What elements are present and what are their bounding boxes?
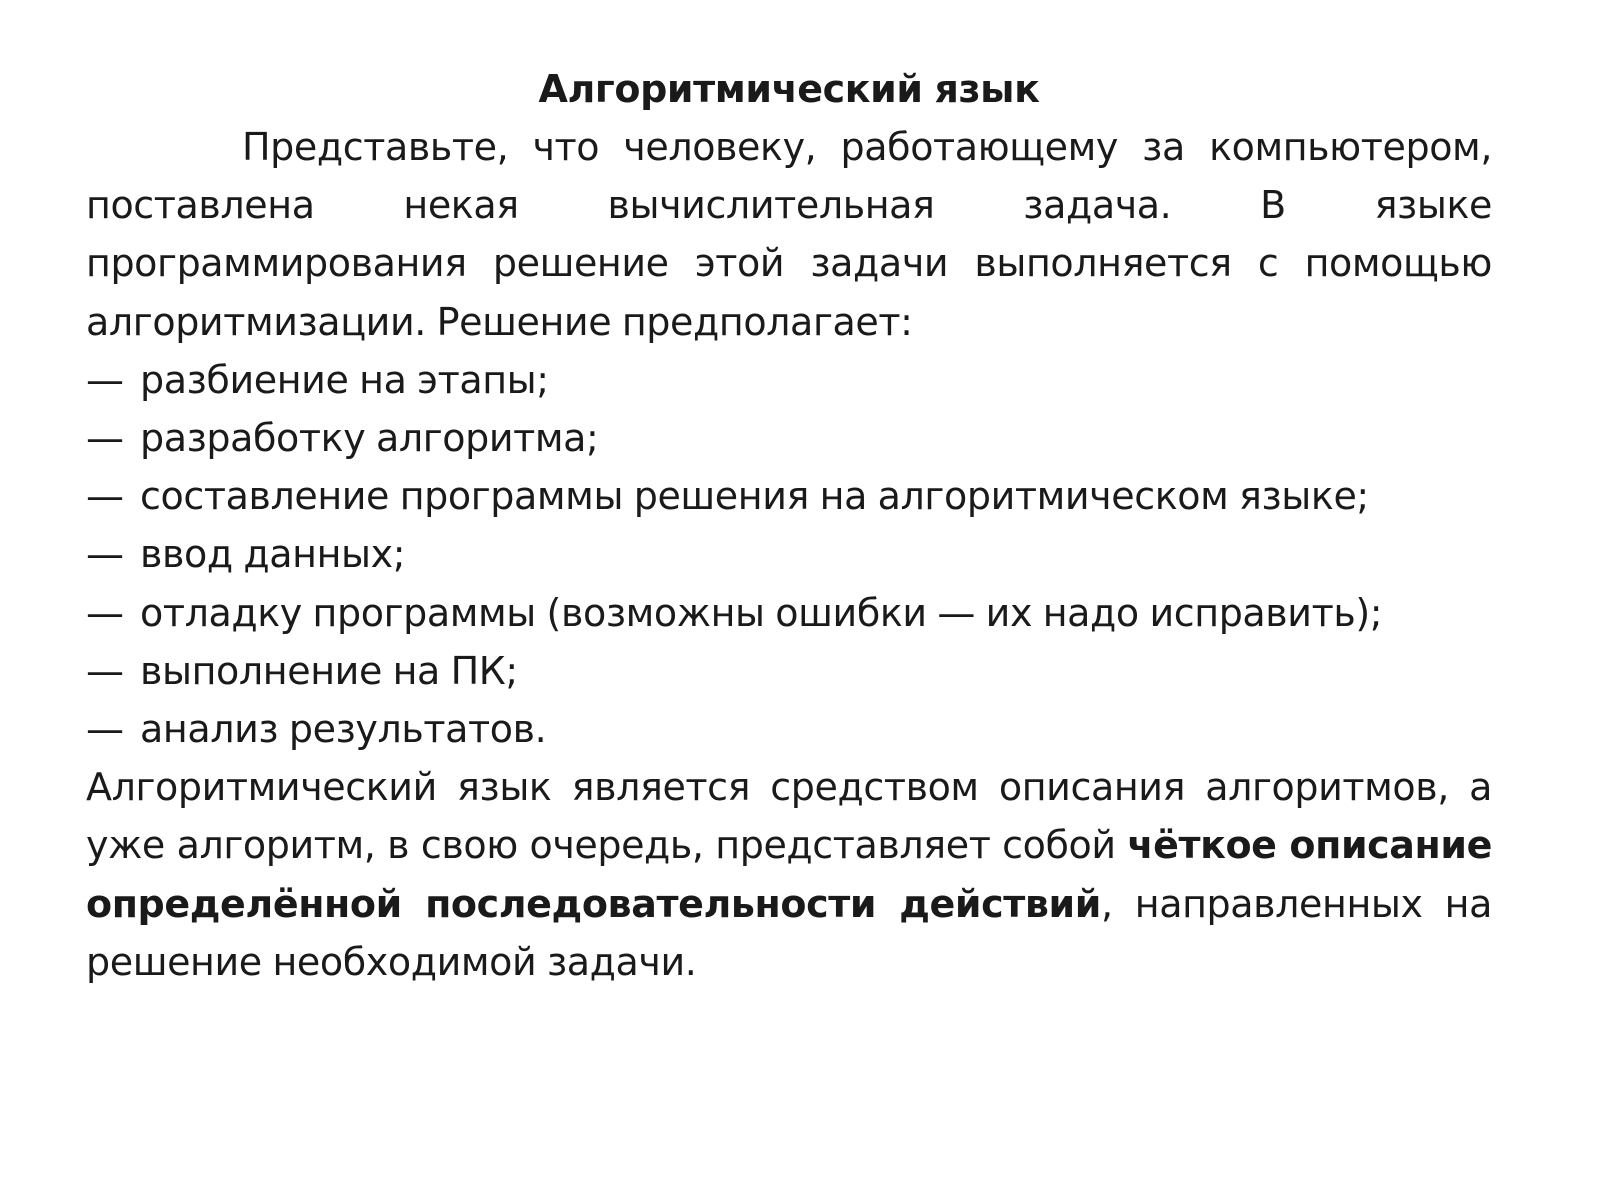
list-item xyxy=(86,409,1492,467)
conclusion-text: Алгоритмический язык является средством описания алгоритмов, а уже алгоритм, в свою очередь, представляет собой xyxy=(86,765,1492,868)
list-dash: — xyxy=(86,532,124,577)
list-item xyxy=(86,467,1492,525)
list-item-text: ввод данных; xyxy=(140,532,406,577)
list-dash: — xyxy=(86,648,124,693)
list-item-text: отладку программы (возможны ошибки — их надо исправить); xyxy=(140,590,1383,635)
list-item xyxy=(86,642,1492,700)
list-dash: — xyxy=(86,474,124,519)
list-item-text: выполнение на ПК; xyxy=(140,648,518,693)
list-item-text: разработку алгоритма; xyxy=(140,416,599,461)
document-body xyxy=(86,118,1492,991)
list-item xyxy=(86,351,1492,409)
intro-paragraph: Представьте, что человеку, работающему за компьютером, поставлена некая вычислительная задача. В языке программирования решение этой задачи выполняется с помощью алгоритмизации. Решение предполагает: xyxy=(86,125,1492,344)
list-dash: — xyxy=(86,416,124,461)
conclusion-tail-text: , направленных на решение необходимой задачи. xyxy=(86,881,1492,984)
list-item-text: разбиение на этапы; xyxy=(140,357,549,402)
conclusion-paragraph xyxy=(86,758,1492,991)
conclusion-bold-text: чёткое описание определённой последовательности действий xyxy=(86,823,1492,926)
document-page xyxy=(86,0,1492,1200)
list-item xyxy=(86,584,1492,642)
list-dash: — xyxy=(86,357,124,402)
list-dash: — xyxy=(86,707,124,752)
list-item-text: анализ результатов. xyxy=(140,707,547,752)
steps-list xyxy=(86,351,1492,758)
list-item xyxy=(86,525,1492,583)
list-item xyxy=(86,700,1492,758)
document-title: Алгоритмический язык xyxy=(538,67,1040,111)
list-dash: — xyxy=(86,590,124,635)
list-item-text: составление программы решения на алгоритмическом языке; xyxy=(140,474,1369,519)
